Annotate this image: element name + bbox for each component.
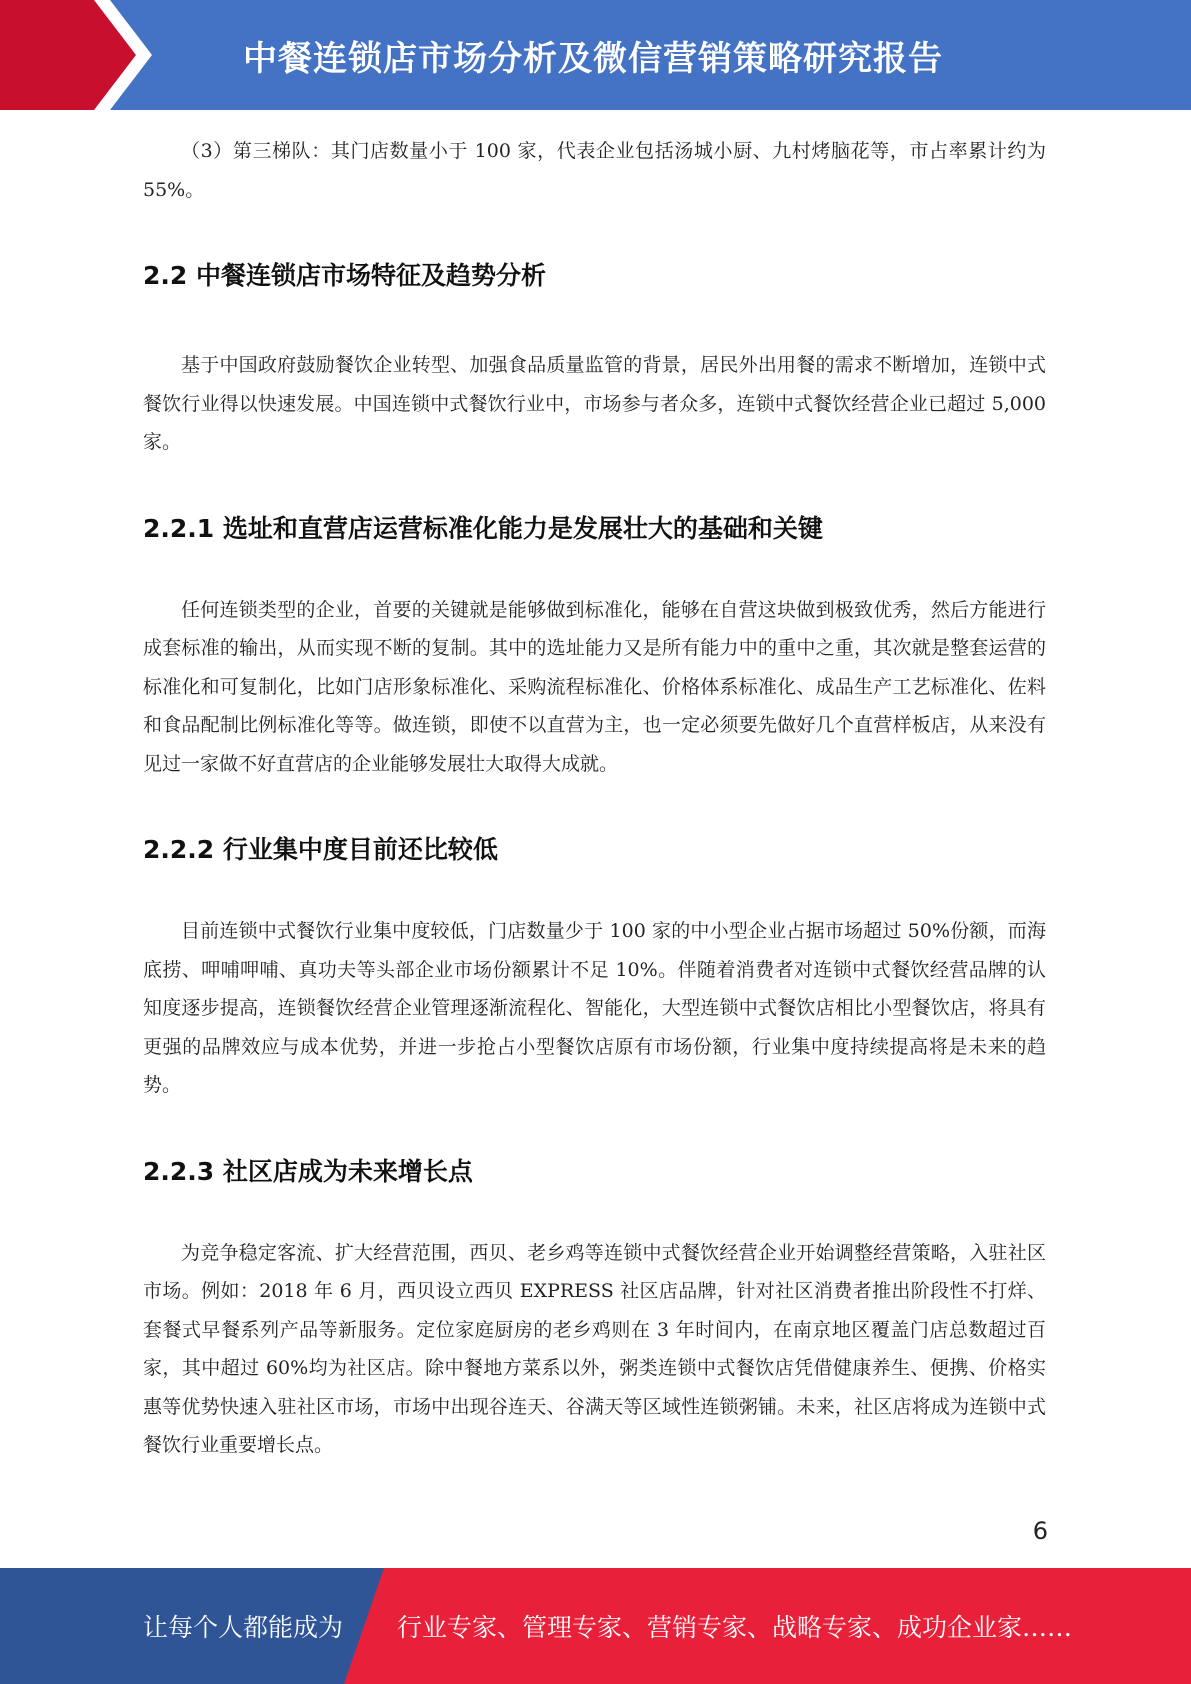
section-2-2-2-heading: 2.2.2 行业集中度目前还比较低 — [143, 835, 498, 864]
header-red-arrow — [0, 0, 150, 110]
document-body — [143, 132, 1046, 1465]
header-title: 中餐连锁店市场分析及微信营销策略研究报告 — [243, 38, 943, 79]
section-2-2-1-paragraph: 任何连锁类型的企业，首要的关键就是能够做到标准化，能够在自营这块做到极致优秀，然后方能进行成套标准的输出，从而实现不断的复制。其中的选址能力又是所有能力中的重中之重，其次就是整套运营的标准化和可复制化，比如门店形象标准化、采购流程标准化、价格体系标准化、成品生产工艺标准化、佐料和食品配制比例标准化等等。做连锁，即使不以直营为主，也一定必须要先做好几个直营样板店，从来没有见过一家做不好直营店的企业能够发展壮大取得大成就。 — [143, 598, 1046, 775]
section-2-2-paragraph: 基于中国政府鼓励餐饮企业转型、加强食品质量监管的背景，居民外出用餐的需求不断增加，连锁中式餐饮行业得以快速发展。中国连锁中式餐饮行业中，市场参与者众多，连锁中式餐饮经营企业已超过 5,000 家。 — [143, 354, 1046, 453]
section-2-2-3-paragraph: 为竞争稳定客流、扩大经营范围，西贝、老乡鸡等连锁中式餐饮经营企业开始调整经营策略，入驻社区市场。例如：2018 年 6 月，西贝设立西贝 EXPRESS 社区店品牌，针对社区消费者推出阶段性不打烊、套餐式早餐系列产品等新服务。定位家庭厨房的老乡鸡则在 3 年时间内，在南京地区覆盖门店总数超过百家，其中超过 60%均为社区店。除中餐地方菜系以外，粥类连锁中式餐饮店凭借健康养生、便携、价格实惠等优势快速入驻社区市场，市场中出现谷连天、谷满天等区域性连锁粥铺。未来，社区店将成为连锁中式餐饮行业重要增长点。 — [143, 1241, 1046, 1456]
section-2-2-2-paragraph: 目前连锁中式餐饮行业集中度较低，门店数量少于 100 家的中小型企业占据市场超过 50%份额，而海底捞、呷哺呷哺、真功夫等头部企业市场份额累计不足 10%。伴随着消费者对连锁中式餐饮经营品牌的认知度逐步提高，连锁餐饮经营企业管理逐渐流程化、智能化，大型连锁中式餐饮店相比小型餐饮店，将具有更强的品牌效应与成本优势，并进一步抢占小型餐饮店原有市场份额，行业集中度持续提高将是未来的趋势。 — [143, 920, 1046, 1096]
section-2-2-3-heading: 2.2.3 社区店成为未来增长点 — [143, 1156, 473, 1186]
section-2-2-1-heading: 2.2.1 选址和直营店运营标准化能力是发展壮大的基础和关键 — [143, 513, 823, 543]
footer-slogan-left: 让每个人都能成为 — [143, 1613, 344, 1642]
intro-paragraph: （3）第三梯队：其门店数量小于 100 家，代表企业包括汤城小厨、九村烤脑花等，市占率累计约为 55%。 — [143, 140, 1046, 201]
page-number: 6 — [1032, 1517, 1048, 1545]
footer-slogan-right: 行业专家、管理专家、营销专家、战略专家、成功企业家…… — [397, 1613, 1073, 1642]
page-header — [0, 0, 1191, 110]
section-2-2-heading: 2.2 中餐连锁店市场特征及趋势分析 — [143, 261, 546, 290]
page-footer — [0, 1568, 1191, 1684]
